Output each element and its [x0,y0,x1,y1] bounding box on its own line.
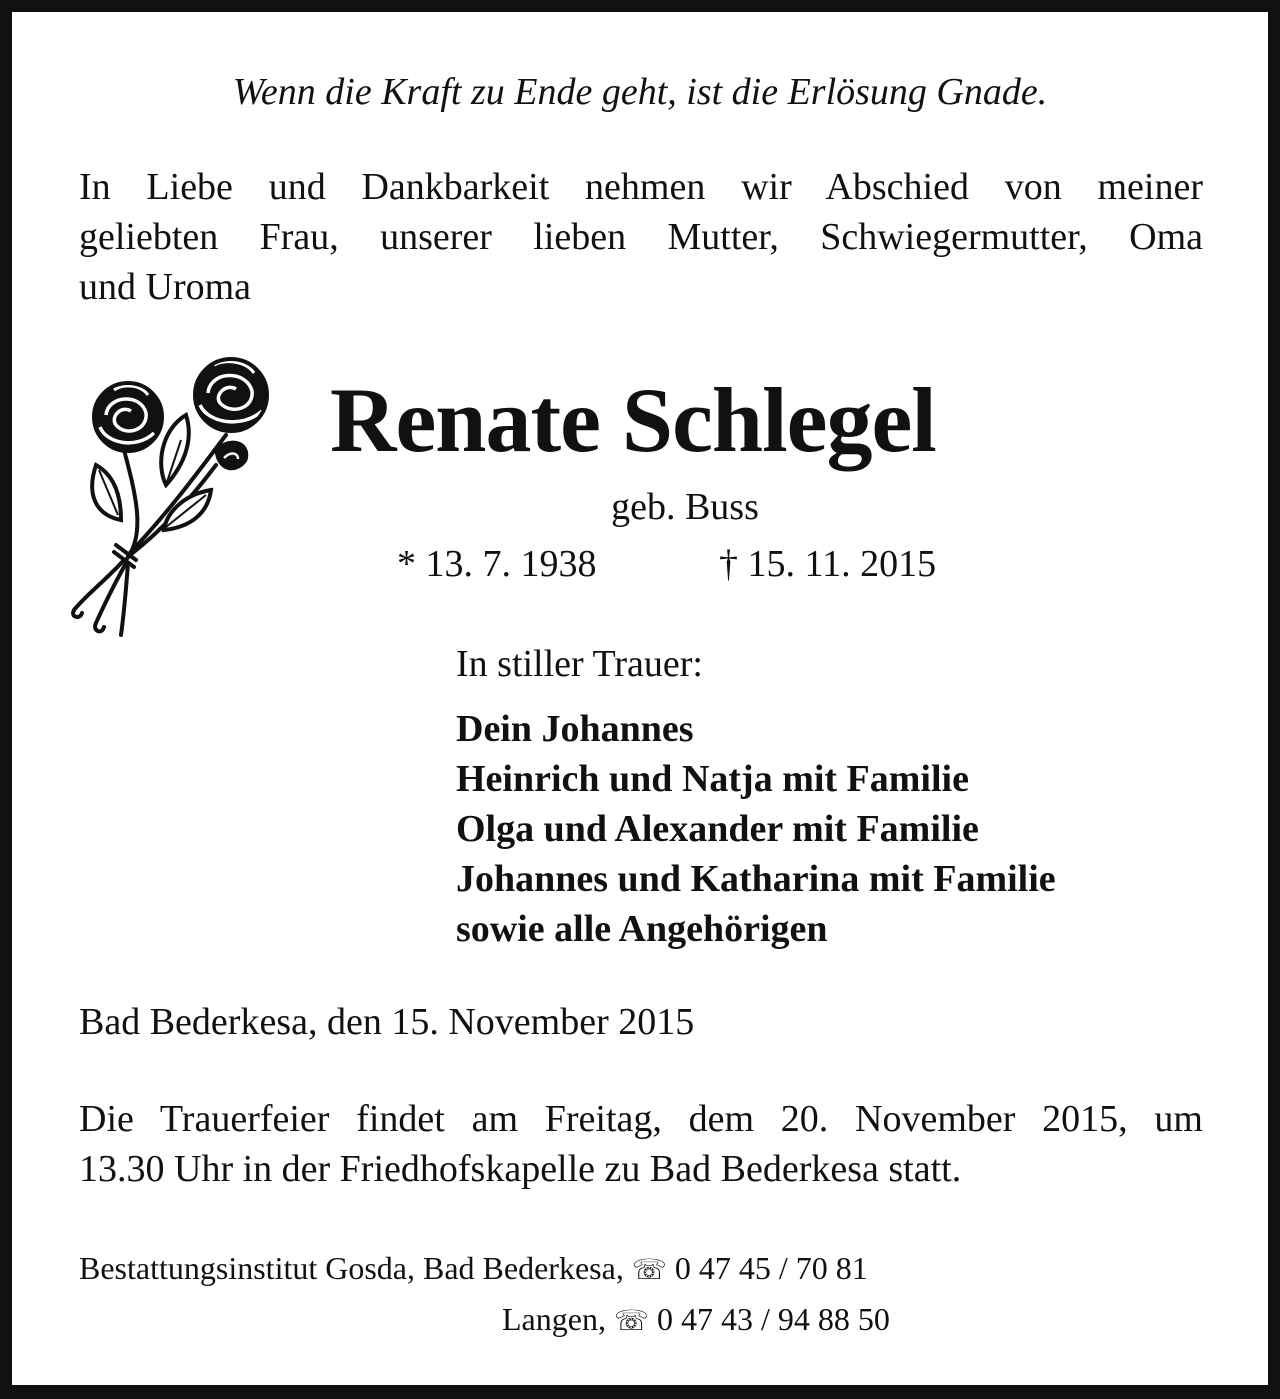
service-line-2: 13.30 Uhr in der Friedhofskapelle zu Bad Bederkesa statt. [79,1148,962,1190]
funeral-line-1 [79,1250,868,1286]
funeral-home-name: Bestattungsinstitut Gosda, Bad Bederkesa, [79,1250,624,1286]
mourner-1: Dein Johannes [456,708,694,750]
funeral-phone-2: 0 47 43 / 94 88 50 [656,1301,890,1337]
intro-line-2: geliebten Frau, unserer lieben Mutter, Schwiegermutter, Oma [79,216,1203,258]
mourner-3: Olga und Alexander mit Familie [456,808,979,850]
birth-date: * 13. 7. 1938 [397,543,597,585]
mourning-label: In stiller Trauer: [456,643,703,685]
motto: Wenn die Kraft zu Ende geht, ist die Erlösung Gnade. [232,71,1048,113]
funeral-home [79,1244,890,1346]
funeral-phone-1: 0 47 45 / 70 81 [674,1250,868,1286]
service-line-1: Die Trauerfeier findet am Freitag, dem 20. November 2015, um [79,1098,1203,1140]
death-date: † 15. 11. 2015 [719,543,937,585]
mourners-list [456,704,1056,954]
intro-line-3: und Uroma [79,266,252,308]
mourner-4: Johannes und Katharina mit Familie [456,858,1056,900]
mourner-2: Heinrich und Natja mit Familie [456,758,969,800]
funeral-branch: Langen, [502,1301,606,1337]
telephone-icon: ☏ [613,1306,649,1337]
place-date: Bad Bederkesa, den 15. November 2015 [79,1001,695,1043]
mourner-5: sowie alle Angehörigen [456,908,828,950]
deceased-name: Renate Schlegel [330,369,936,471]
maiden-name: geb. Buss [611,486,759,528]
intro-text [79,162,1203,312]
service-info [79,1094,1203,1194]
telephone-icon: ☏ [631,1255,667,1286]
intro-line-1: In Liebe und Dankbarkeit nehmen wir Abschied von meiner [79,166,1203,208]
funeral-line-2 [79,1295,890,1346]
